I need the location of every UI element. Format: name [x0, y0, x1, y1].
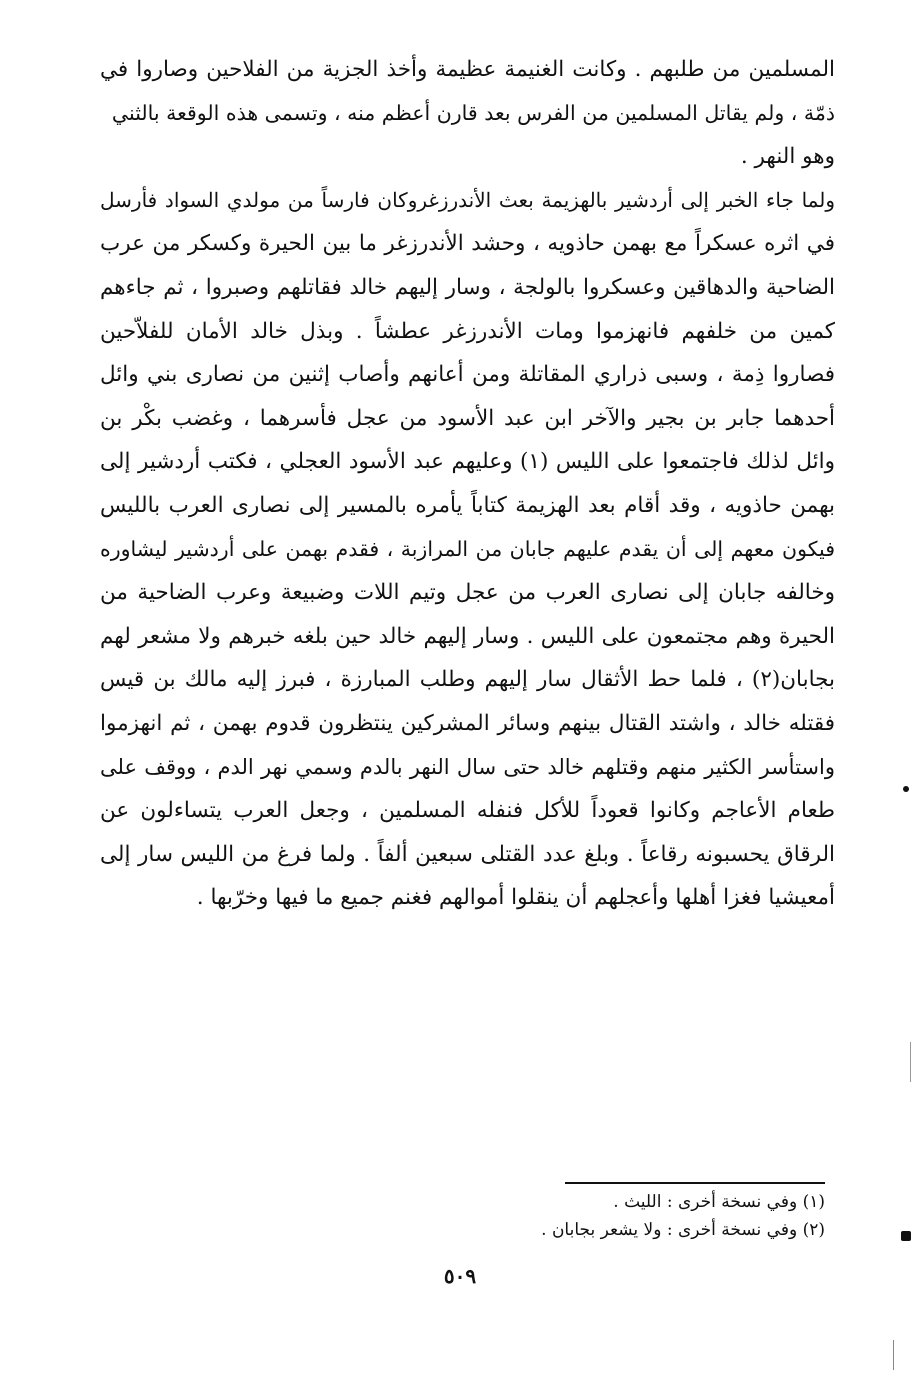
page-number: ٥٠٩ — [443, 1264, 477, 1288]
text-line: كمين من خلفهم فانهزموا ومات الأندرزغر عطشاً . وبذل خالد الأمان للفلاّحين — [100, 318, 835, 344]
text-line: بجابان(٢) ، فلما حط الأثقال سار إليهم وطلب المبارزة ، فبرز إليه مالك بن قيس — [100, 667, 835, 693]
text-line: فصاروا ذِمة ، وسبى ذراري المقاتلة ومن أعانهم وأصاب إثنين من نصارى بني وائل — [100, 362, 835, 388]
text-line: وهو النهر . — [740, 144, 835, 170]
footnotes-block — [300, 1188, 825, 1244]
scan-edge-line — [893, 1340, 894, 1370]
text-line: أمعيشيا فغزا أهلها وأعجلهم أن ينقلوا أموالهم فغنم جميع ما فيها وخرّبها . — [196, 885, 835, 911]
text-line: فقتله خالد ، واشتد القتال بينهم وسائر المشركين ينتظرون قدوم بهمن ، ثم انهزموا — [100, 710, 835, 736]
scan-speck — [903, 786, 909, 792]
text-line: الرقاق يحسبونه رقاعاً . وبلغ عدد القتلى سبعين ألفاً . ولما فرغ من الليس سار إلى — [100, 841, 835, 867]
scan-speck — [901, 1231, 911, 1241]
footnote-1: (١) وفي نسخة أخرى : الليث . — [613, 1192, 825, 1212]
text-line: ولما جاء الخبر إلى أردشير بالهزيمة بعث الأندرزغروكان فارساً من مولدي السواد فأرسل — [100, 187, 835, 212]
text-line: فيكون معهم إلى أن يقدم عليهم جابان من المرازبة ، فقدم بهمن على أردشير ليشاوره — [100, 536, 835, 561]
text-line: طعام الأعاجم وكانوا قعوداً للأكل فنفله المسلمين ، وجعل العرب يتساءلون عن — [100, 798, 835, 824]
footnote-2: (٢) وفي نسخة أخرى : ولا يشعر بجابان . — [541, 1220, 825, 1240]
main-text-block — [100, 48, 835, 920]
text-line: الضاحية والدهاقين وعسكروا بالولجة ، وسار إليهم خالد فقاتلهم وصبروا ، ثم جاءهم — [100, 274, 835, 300]
text-line: الحيرة وهم مجتمعون على الليس . وسار إليهم خالد حين بلغه خبرهم ولا مشعر لهم — [100, 623, 835, 649]
text-line: واستأسر الكثير منهم وقتلهم خالد حتى سال النهر بالدم وسمي نهر الدم ، ووقف على — [100, 754, 835, 779]
footnote-divider — [565, 1182, 825, 1184]
text-line: وخالفه جابان إلى نصارى العرب من عجل وتيم اللات وضبيعة وعرب الضاحية من — [100, 580, 835, 606]
text-line: في اثره عسكراً مع بهمن حاذويه ، وحشد الأندرزغر ما بين الحيرة وكسكر من عرب — [100, 231, 835, 257]
text-line: المسلمين من طلبهم . وكانت الغنيمة عظيمة وأخذ الجزية من الفلاحين وصاروا في — [100, 57, 835, 82]
scan-edge-line — [910, 1042, 911, 1082]
text-line: أحدهما جابر بن بجير والآخر ابن عبد الأسود من عجل فأسرهما ، وغضب بكْر بن — [100, 405, 835, 431]
text-line: ذمّة ، ولم يقاتل المسلمين من الفرس بعد قارن أعظم منه ، وتسمى هذه الوقعة بالثني — [111, 100, 835, 125]
text-line: بهمن حاذويه ، وقد أقام بعد الهزيمة كتاباً يأمره بالمسير إلى نصارى العرب بالليس — [100, 492, 835, 518]
text-line: وائل لذلك فاجتمعوا على الليس (١) وعليهم عبد الأسود العجلي ، فكتب أردشير إلى — [100, 449, 835, 475]
